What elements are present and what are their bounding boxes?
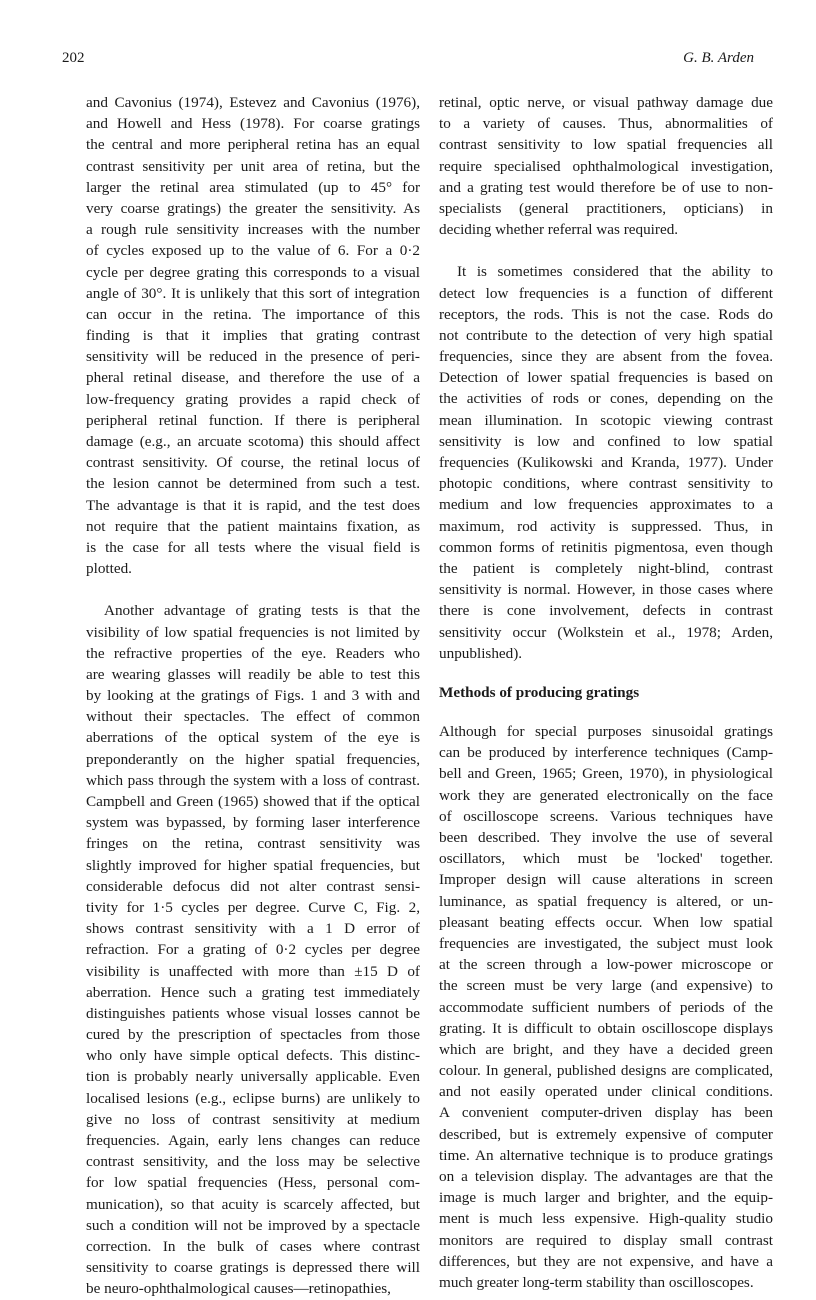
text-line: mean illumination. In scotopic viewing contrast (439, 411, 773, 429)
text-line: not contribute to the detection of very high spatial (439, 326, 773, 344)
text-line: time. An alternative technique is to produce gratings (439, 1146, 773, 1164)
text-line: ment is much less expensive. High-quality studio (439, 1210, 773, 1228)
text-line: medium and low frequencies approximates to a (439, 496, 773, 514)
text-line: Another advantage of grating tests is that the (104, 602, 420, 620)
text-line: be neuro-ophthalmological causes—retinopathies, (86, 1280, 391, 1298)
text-line: retinal, optic nerve, or visual pathway damage due (439, 94, 773, 111)
text-line: munication), so that acuity is scarcely affected, but (86, 1195, 420, 1213)
text-line: receptors, the rods. This is not the case. Rods do (439, 305, 773, 323)
page-number: 202 (62, 50, 85, 66)
text-line: can be produced by interference techniques (Camp- (439, 744, 773, 762)
left-column (86, 92, 420, 1300)
text-line: by looking at the gratings of Figs. 1 and 3 with and (86, 687, 420, 705)
text-line: damage (e.g., an arcuate scotoma) this should affect (86, 433, 420, 450)
text-line: Improper design will cause alterations in screen (439, 871, 773, 889)
text-line: unpublished). (439, 644, 523, 662)
text-line: such a condition will not be improved by a spectacle (86, 1216, 420, 1234)
text-line: distinguishes patients whose visual losses cannot be (86, 1004, 420, 1022)
text-line: bell and Green, 1965; Green, 1970), in physiological (439, 765, 773, 783)
paragraph (86, 600, 420, 1299)
text-line: plotted. (86, 560, 132, 578)
right-column (439, 92, 773, 1293)
text-line: of oscilloscope screens. Various techniques have (439, 807, 773, 825)
text-line: grating. It is difficult to obtain oscilloscope displays (439, 1019, 773, 1037)
text-line: work they are generated electronically on the face (439, 786, 773, 804)
text-line: the patient is completely night-blind, contrast (439, 559, 773, 577)
section-heading: Methods of producing gratings (439, 683, 640, 701)
paragraph (439, 92, 773, 240)
text-line: a rough rule sensitivity increases with the number (86, 221, 420, 239)
text-line: the activities of rods or cones, depending on the (439, 390, 773, 408)
text-line: common forms of retinitis pigmentosa, even though (439, 538, 773, 556)
text-line: sensitivity is normal. However, in those cases where (439, 581, 773, 599)
text-line: accommodate sufficient numbers of periods of the (439, 998, 773, 1016)
text-line: which are bright, and they have a decided green (439, 1040, 773, 1058)
text-line: sensitivity is low and confined to low spatial (439, 432, 773, 450)
text-line: Detection of lower spatial frequencies is based on (439, 369, 773, 387)
text-line: the central and more peripheral retina has an equal (86, 136, 420, 154)
text-line: the lesion cannot be determined from such a test. (86, 475, 420, 493)
text-line: cured by the prescription of spectacles from those (86, 1026, 420, 1044)
text-line: It is sometimes considered that the ability to (457, 263, 773, 281)
text-line: aberration. Hence such a grating test immediately (86, 983, 420, 1001)
text-line: detect low frequencies is a function of different (439, 284, 773, 302)
text-line: contrast sensitivity to low spatial frequencies all (439, 136, 773, 154)
text-line: peripheral retinal function. If there is peripheral (86, 411, 420, 429)
text-line: give no loss of contrast sensitivity at medium (86, 1110, 420, 1128)
text-line: without their spectacles. The effect of common (86, 708, 420, 726)
text-line: A convenient computer-driven display has been (439, 1104, 773, 1122)
text-line: very coarse gratings) the greater the sensitivity. As (86, 199, 420, 217)
text-line: considerable defocus did not alter contrast sensi- (86, 877, 420, 895)
text-line: and Howell and Hess (1978). For coarse gratings (86, 115, 420, 133)
running-head: G. B. Arden (683, 50, 754, 66)
text-line: low-frequency grating provides a rapid check of (86, 390, 420, 408)
text-line: and Cavonius (1974), Estevez and Cavonius (1976), (86, 94, 420, 111)
text-line: visibility is unaffected with more than ±15 D of (86, 962, 420, 980)
text-line: image is much larger and brighter, and the equip- (439, 1189, 773, 1207)
text-line: Although for special purposes sinusoidal gratings (439, 723, 773, 741)
text-line: visibility of low spatial frequencies is not limited by (86, 623, 420, 641)
text-line: tivity for 1·5 cycles per degree. Curve C, Fig. 2, (86, 898, 420, 916)
text-line: and a grating test would therefore be of use to non- (439, 178, 773, 196)
text-line: for low spatial frequencies (Hess, personal com- (86, 1174, 420, 1192)
text-line: pheral retinal disease, and therefore the use of a (86, 369, 420, 387)
text-line: contrast sensitivity. Of course, the retinal locus of (86, 454, 420, 472)
text-line: localised lesions (e.g., eclipse burns) are unlikely to (86, 1089, 420, 1107)
text-line: photopic conditions, where contrast sensitivity to (439, 475, 773, 493)
text-line: on a television display. The advantages are that the (439, 1168, 773, 1185)
text-line: are wearing glasses will readily be able to test this (86, 665, 420, 683)
text-line: differences, but they are not expensive, and have a (439, 1252, 773, 1270)
text-line: colour. In general, published designs are complicated, (439, 1062, 773, 1080)
text-line: frequencies. Again, early lens changes can reduce (86, 1132, 420, 1149)
text-line: sensitivity to coarse gratings is depressed there will (86, 1259, 420, 1277)
text-line: slightly improved for higher spatial frequencies, but (86, 856, 420, 874)
text-line: much greater long-term stability than oscilloscopes. (439, 1273, 754, 1291)
text-line: deciding whether referral was required. (439, 221, 679, 239)
text-line: frequencies (Kulikowski and Kranda, 1977). Under (439, 454, 773, 471)
page-header (62, 50, 754, 74)
text-line: preponderantly on the higher spatial frequencies, (86, 750, 420, 768)
text-line: frequencies are investigated, the subject must look (439, 934, 773, 952)
text-line: shows contrast sensitivity with a 1 D error of (86, 920, 420, 938)
text-line: not require that the patient maintains fixation, as (86, 517, 420, 535)
text-line: angle of 30°. It is unlikely that this sort of integration (86, 284, 420, 302)
text-line: frequencies, since they are absent from the fovea. (439, 348, 773, 366)
text-line: and not easily operated under clinical conditions. (439, 1083, 773, 1101)
text-line: system was bypassed, by forming laser interference (86, 814, 420, 832)
text-line: the screen must be very large (and expensive) to (439, 977, 773, 995)
text-line: at the screen through a low-power microscope or (439, 956, 773, 974)
text-line: cycle per degree grating this corresponds to a visual (86, 263, 420, 281)
text-line: tion is probably nearly universally applicable. Even (86, 1068, 420, 1086)
text-line: been described. They involve the use of several (439, 829, 773, 846)
text-line: luminance, as spatial frequency is altered, or un- (439, 892, 773, 910)
text-line: of cycles exposed up to the value of 6. For a 0·2 (86, 242, 420, 260)
text-line: The advantage is that it is rapid, and the test does (86, 496, 420, 514)
text-line: finding is that it implies that grating contrast (86, 327, 420, 345)
text-line: there is cone involvement, defects in contrast (439, 602, 773, 620)
text-line: who only have simple optical defects. This distinc- (86, 1047, 420, 1065)
text-line: pleasant beating effects occur. When low spatial (439, 913, 773, 931)
text-line: described, but is extremely expensive of computer (439, 1125, 773, 1143)
text-line: fringes on the retina, contrast sensitivity was (86, 835, 420, 853)
text-line: aberrations of the optical system of the eye is (86, 729, 420, 747)
text-line: larger the retinal area stimulated (up to 45° for (86, 178, 420, 196)
text-line: sensitivity occur (Wolkstein et al., 1978; Arden, (439, 623, 773, 641)
text-line: contrast sensitivity per unit area of retina, but the (86, 157, 420, 175)
text-line: Campbell and Green (1965) showed that if the optical (86, 793, 420, 810)
text-line: contrast sensitivity, and the loss may be selective (86, 1153, 420, 1171)
paragraph (439, 721, 773, 1293)
paragraph (86, 92, 420, 579)
text-line: can occur in the retina. The importance of this (86, 305, 420, 323)
text-line: correction. In the bulk of cases where contrast (86, 1237, 420, 1255)
paragraph (439, 261, 773, 664)
text-line: sensitivity will be reduced in the presence of peri- (86, 348, 420, 366)
text-line: maximum, rod activity is suppressed. Thus, in (439, 517, 773, 535)
text-line: to a variety of causes. Thus, abnormalities of (439, 115, 773, 133)
text-line: monitors are required to display small contrast (439, 1231, 773, 1249)
text-line: specialists (general practitioners, opticians) in (439, 199, 773, 217)
text-line: oscillators, which must be 'locked' together. (439, 850, 773, 868)
text-line: refraction. For a grating of 0·2 cycles per degree (86, 941, 420, 959)
text-line: which pass through the system with a loss of contrast. (86, 771, 420, 789)
text-line: is the case for all tests where the visual field is (86, 538, 420, 556)
text-line: require specialised ophthalmological investigation, (439, 157, 773, 175)
text-line: the refractive properties of the eye. Readers who (86, 644, 420, 662)
